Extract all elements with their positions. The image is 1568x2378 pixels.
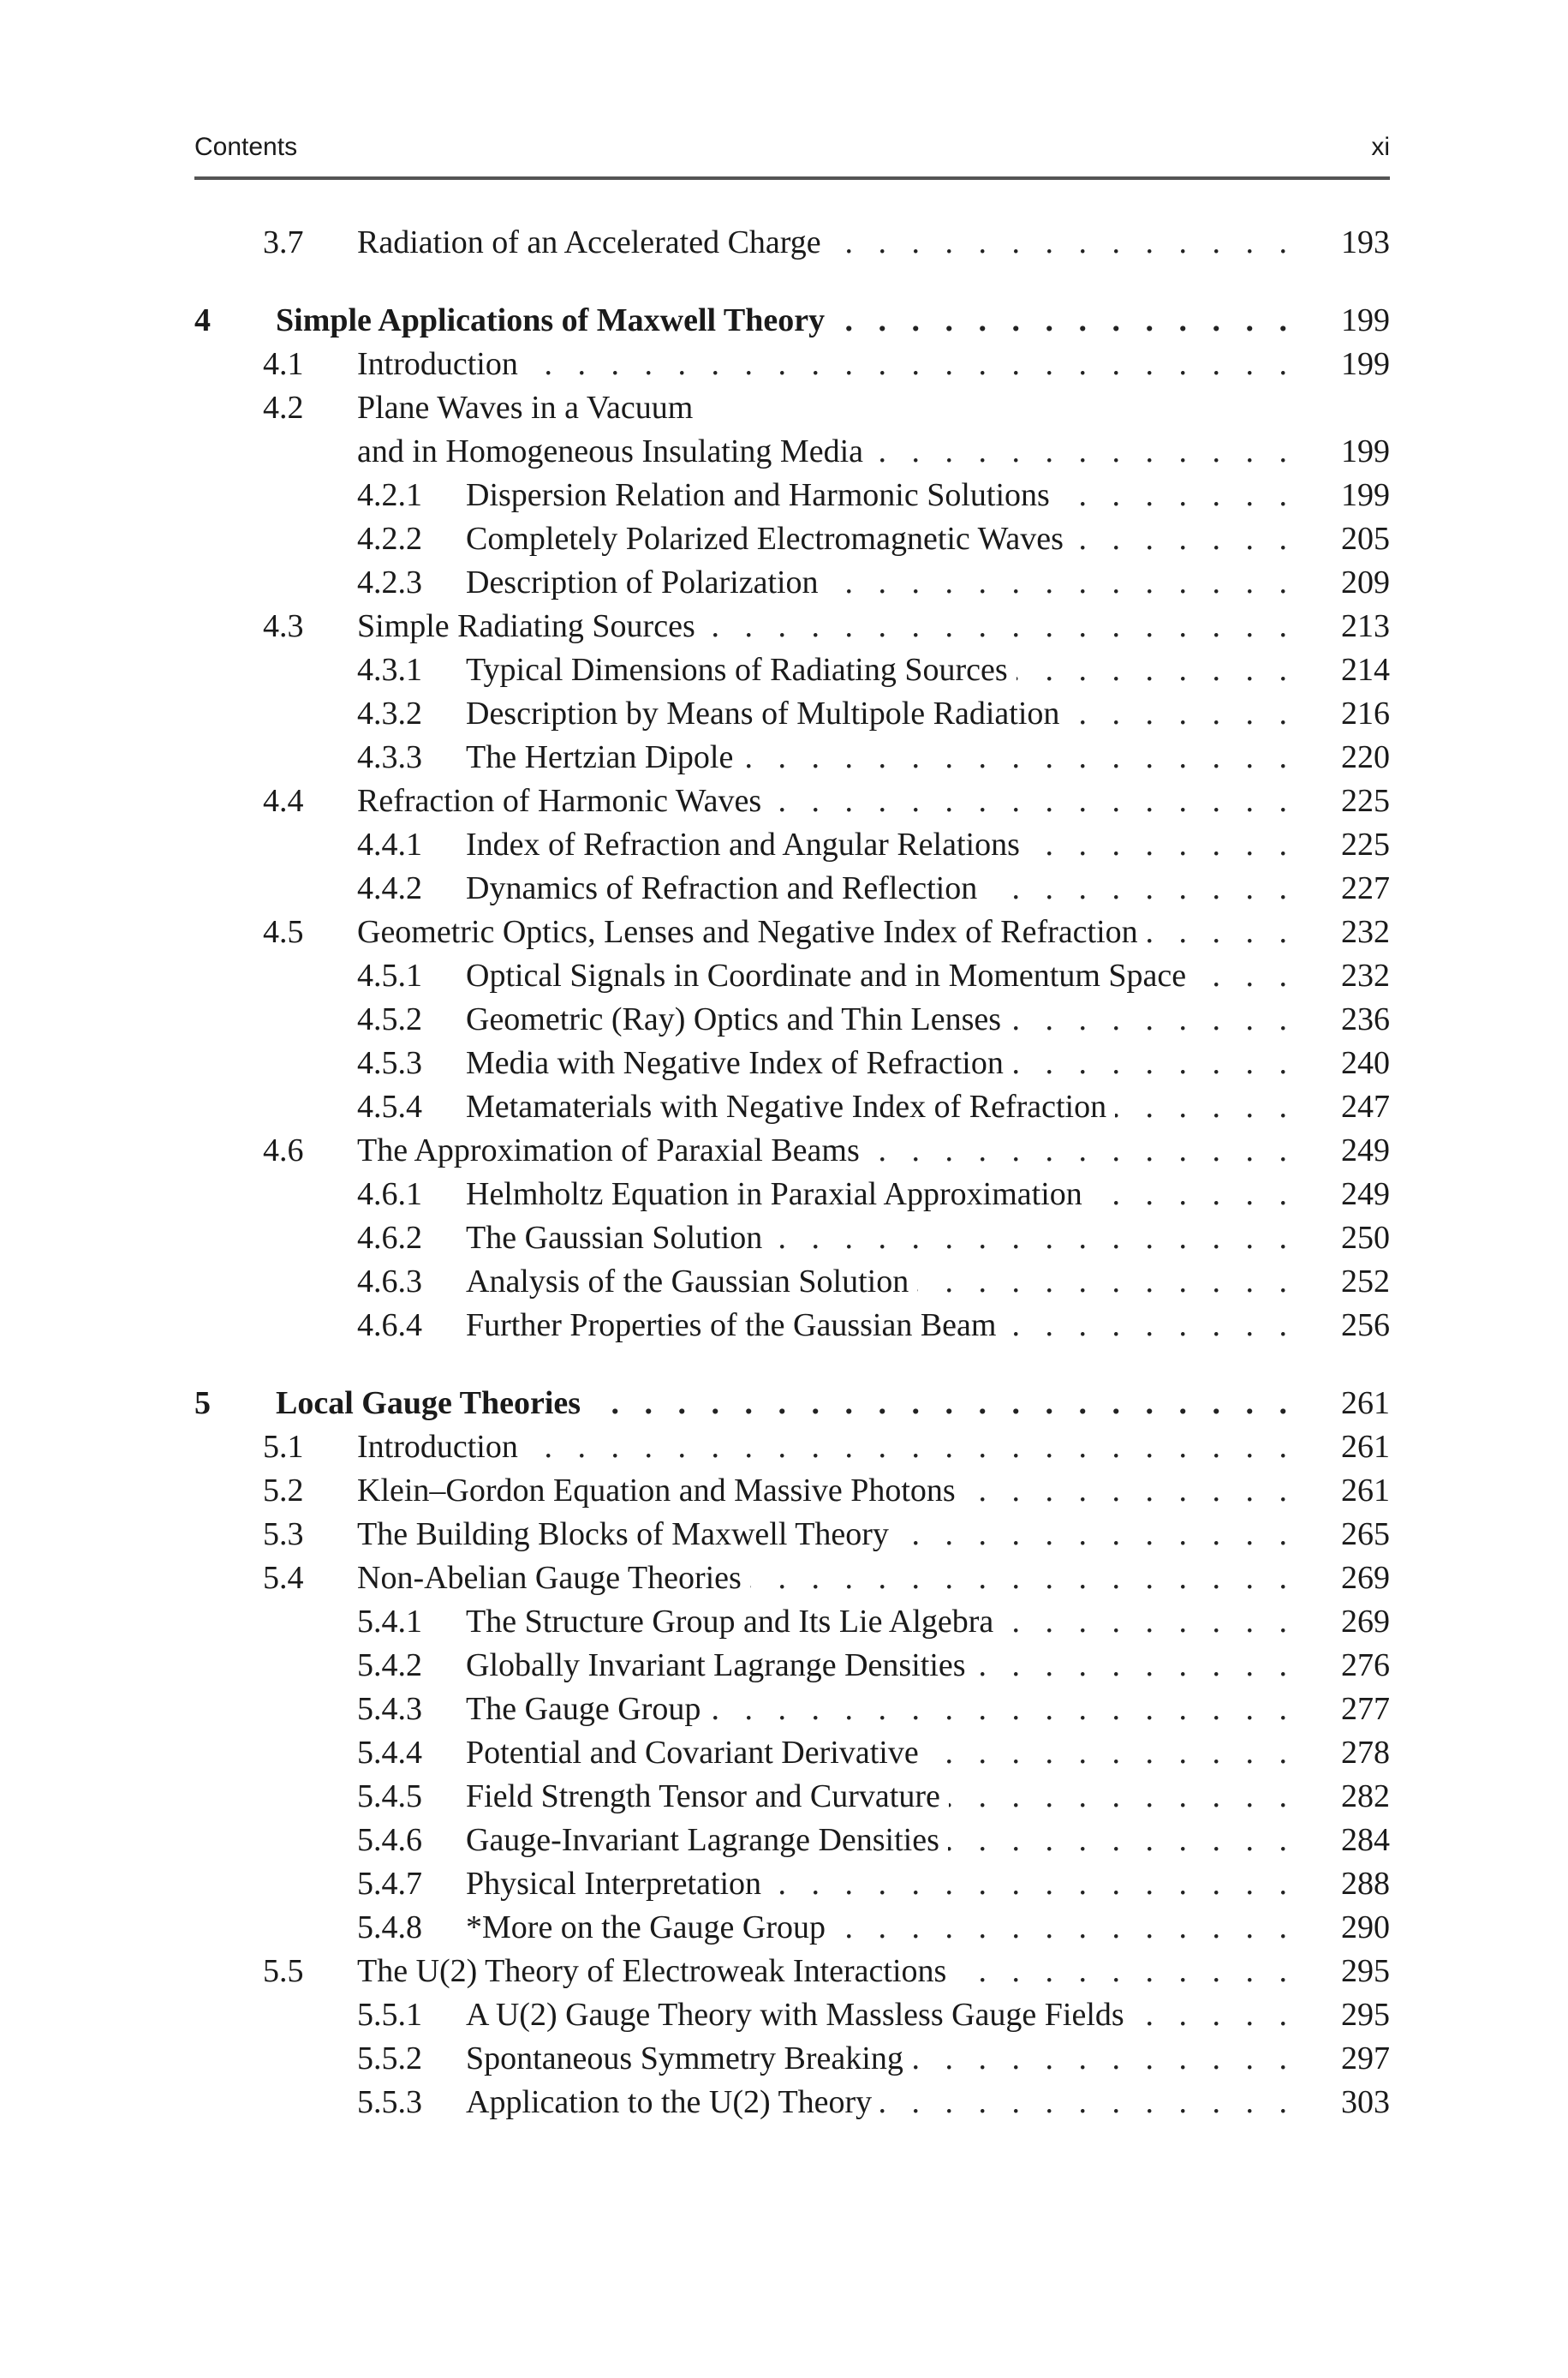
toc-entry-title: Physical Interpretation: [466, 1866, 770, 1902]
toc-section-entry[interactable]: [194, 780, 1390, 823]
toc-entry-title-line: [357, 386, 1390, 430]
toc-section-entry[interactable]: [194, 221, 1390, 265]
chapter-spacer: [194, 265, 1390, 299]
toc-entry-number: 4.2.2: [357, 521, 422, 557]
toc-entry-title-line: [466, 1688, 1390, 1731]
toc-subsection-entry[interactable]: [194, 1775, 1390, 1819]
toc-entry-number: 4.3.3: [357, 739, 422, 775]
toc-entry-page: 220: [1329, 736, 1390, 780]
toc-entry-number: 5.2: [263, 1473, 304, 1509]
chapter-spacer: [194, 1347, 1390, 1382]
toc-entry-title-line: [466, 1173, 1390, 1216]
toc-subsection-entry[interactable]: [194, 692, 1390, 736]
toc-entry-title-line: [466, 517, 1390, 561]
toc-entry-page: 295: [1329, 1950, 1390, 1993]
toc-entry-title-line: [276, 1382, 1390, 1425]
toc-entry-title-line: [357, 1950, 1390, 1993]
toc-entry-number: 5.4.7: [357, 1866, 422, 1902]
toc-entry-page: 265: [1329, 1513, 1390, 1556]
toc-entry-title: Non-Abelian Gauge Theories: [357, 1560, 750, 1596]
toc-entry-page: 240: [1329, 1042, 1390, 1085]
toc-entry-page: 213: [1329, 605, 1390, 648]
toc-entry-page: 250: [1329, 1216, 1390, 1260]
toc-subsection-entry[interactable]: [194, 1862, 1390, 1906]
toc-chapter-entry[interactable]: [194, 1382, 1390, 1425]
toc-entry-number: 5.4.3: [357, 1691, 422, 1727]
toc-entry-title-line: [466, 692, 1390, 736]
toc-entry-title-line: [357, 911, 1390, 954]
toc-entry-title: Globally Invariant Lagrange Densities: [466, 1647, 975, 1683]
toc-entry-title: Metamaterials with Negative Index of Refraction: [466, 1089, 1115, 1125]
toc-entry-title-line: [466, 954, 1390, 998]
toc-entry-title-line: [466, 1906, 1390, 1950]
toc-entry-title: Spontaneous Symmetry Breaking: [466, 2040, 912, 2076]
toc-entry-number: 4.1: [263, 346, 304, 382]
toc-section-entry[interactable]: [194, 605, 1390, 648]
toc-entry-title: Dispersion Relation and Harmonic Solutions: [466, 477, 1058, 513]
toc-entry-number: 4.4.1: [357, 827, 422, 863]
toc-entry-title: Media with Negative Index of Refraction: [466, 1045, 1012, 1081]
toc-entry-number: 5: [194, 1385, 211, 1421]
toc-entry-title: Refraction of Harmonic Waves: [357, 783, 770, 819]
toc-section-entry[interactable]: [194, 1556, 1390, 1600]
toc-entry-title-line: [466, 1260, 1390, 1304]
toc-subsection-entry[interactable]: [194, 1042, 1390, 1085]
toc-entry-title-line: [466, 2037, 1390, 2081]
toc-subsection-entry[interactable]: [194, 1304, 1390, 1347]
table-of-contents: [194, 221, 1390, 2124]
toc-entry-title: Simple Applications of Maxwell Theory: [276, 302, 833, 338]
toc-entry-number: 4.6.3: [357, 1264, 422, 1300]
toc-entry-title: Simple Radiating Sources: [357, 608, 704, 644]
toc-entry-page: 205: [1329, 517, 1390, 561]
toc-entry-number: 4.5.1: [357, 958, 422, 994]
toc-entry-number: 4.4: [263, 783, 304, 819]
toc-entry-page: 216: [1329, 692, 1390, 736]
toc-entry-title-line: [357, 430, 1390, 474]
toc-entry-title: Plane Waves in a Vacuum: [357, 390, 701, 426]
toc-section-entry[interactable]: [194, 911, 1390, 954]
toc-entry-title-line: [466, 1731, 1390, 1775]
toc-entry-title: Gauge-Invariant Lagrange Densities: [466, 1822, 948, 1858]
toc-subsection-entry[interactable]: [194, 1644, 1390, 1688]
toc-entry-title-line: [357, 1469, 1390, 1513]
toc-entry-title: Application to the U(2) Theory: [466, 2084, 880, 2120]
toc-subsection-entry[interactable]: [194, 998, 1390, 1042]
toc-entry-title: Radiation of an Accelerated Charge: [357, 224, 830, 260]
toc-entry-title: Description of Polarization: [466, 565, 827, 600]
toc-subsection-entry[interactable]: [194, 1600, 1390, 1644]
toc-entry-title: Klein–Gordon Equation and Massive Photons: [357, 1473, 964, 1509]
toc-subsection-entry[interactable]: [194, 2081, 1390, 2124]
toc-subsection-entry[interactable]: [194, 517, 1390, 561]
toc-entry-title-line: [466, 561, 1390, 605]
toc-entry-page: 236: [1329, 998, 1390, 1042]
toc-entry-number: 4.6.1: [357, 1176, 422, 1212]
toc-entry-page: 232: [1329, 911, 1390, 954]
toc-entry-number: 5.4.1: [357, 1604, 422, 1640]
toc-entry-page: 261: [1329, 1382, 1390, 1425]
toc-entry-title-line: [466, 648, 1390, 692]
toc-entry-page: 199: [1329, 343, 1390, 386]
toc-subsection-entry[interactable]: [194, 823, 1390, 867]
toc-section-entry[interactable]: [194, 386, 1390, 430]
toc-entry-number: 4.5.3: [357, 1045, 422, 1081]
toc-entry-number: 5.4: [263, 1560, 304, 1596]
toc-subsection-entry[interactable]: [194, 561, 1390, 605]
toc-entry-number: 5.4.8: [357, 1909, 422, 1945]
toc-entry-title-line: [357, 1513, 1390, 1556]
toc-entry-number: 5.4.4: [357, 1735, 422, 1771]
toc-entry-page: 261: [1329, 1469, 1390, 1513]
page-number-roman: xi: [1371, 133, 1390, 161]
toc-entry-page: 199: [1329, 474, 1390, 517]
toc-section-entry[interactable]: [194, 430, 1390, 474]
toc-entry-title: The Gauge Group: [466, 1691, 709, 1727]
toc-entry-page: 288: [1329, 1862, 1390, 1906]
toc-entry-number: 4.2: [263, 390, 304, 426]
toc-entry-title-line: [357, 343, 1390, 386]
toc-entry-title: Local Gauge Theories: [276, 1385, 589, 1421]
toc-entry-title-line: [466, 998, 1390, 1042]
toc-entry-title-line: [357, 780, 1390, 823]
toc-entry-title: and in Homogeneous Insulating Media: [357, 433, 872, 469]
toc-entry-title-line: [466, 1644, 1390, 1688]
toc-entry-number: 4.2.1: [357, 477, 422, 513]
toc-entry-title: Completely Polarized Electromagnetic Waves: [466, 521, 1072, 557]
toc-entry-title-line: [466, 2081, 1390, 2124]
toc-entry-page: 227: [1329, 867, 1390, 911]
running-head-title: Contents: [194, 133, 298, 161]
toc-entry-page: 232: [1329, 954, 1390, 998]
toc-entry-page: 261: [1329, 1425, 1390, 1469]
toc-entry-title: Potential and Covariant Derivative: [466, 1735, 927, 1771]
toc-entry-title: Dynamics of Refraction and Reflection: [466, 870, 986, 906]
toc-entry-title-line: [466, 823, 1390, 867]
toc-entry-page: 278: [1329, 1731, 1390, 1775]
toc-subsection-entry[interactable]: [194, 1085, 1390, 1129]
toc-entry-title-line: [276, 299, 1390, 343]
toc-entry-title: Analysis of the Gaussian Solution: [466, 1264, 917, 1300]
toc-entry-number: 4.6.4: [357, 1307, 422, 1343]
toc-entry-number: 4.5: [263, 914, 304, 950]
toc-section-entry[interactable]: [194, 1513, 1390, 1556]
toc-entry-number: 5.5.1: [357, 1997, 422, 2033]
toc-entry-title: The U(2) Theory of Electroweak Interactions: [357, 1953, 955, 1989]
toc-entry-page: 297: [1329, 2037, 1390, 2081]
toc-entry-page: 284: [1329, 1819, 1390, 1862]
toc-entry-page: 282: [1329, 1775, 1390, 1819]
toc-entry-page: 290: [1329, 1906, 1390, 1950]
toc-chapter-entry[interactable]: [194, 299, 1390, 343]
toc-entry-number: 5.5.2: [357, 2040, 422, 2076]
toc-entry-title-line: [466, 1304, 1390, 1347]
toc-entry-title-line: [357, 1556, 1390, 1600]
toc-entry-title-line: [466, 867, 1390, 911]
toc-entry-title-line: [357, 1425, 1390, 1469]
toc-entry-number: 4.2.3: [357, 565, 422, 600]
toc-entry-title: Further Properties of the Gaussian Beam: [466, 1307, 1005, 1343]
toc-subsection-entry[interactable]: [194, 1216, 1390, 1260]
toc-subsection-entry[interactable]: [194, 1260, 1390, 1304]
toc-entry-number: 4.6.2: [357, 1220, 422, 1256]
toc-entry-title: The Building Blocks of Maxwell Theory: [357, 1516, 897, 1552]
toc-entry-title: *More on the Gauge Group: [466, 1909, 834, 1945]
toc-entry-page: 225: [1329, 823, 1390, 867]
toc-entry-page: 249: [1329, 1173, 1390, 1216]
toc-entry-title-line: [357, 221, 1390, 265]
toc-entry-title-line: [466, 1862, 1390, 1906]
toc-entry-title-line: [466, 1775, 1390, 1819]
toc-subsection-entry[interactable]: [194, 1731, 1390, 1775]
toc-entry-title: Introduction: [357, 346, 527, 382]
toc-entry-title-line: [466, 1993, 1390, 2037]
toc-entry-title-line: [357, 1129, 1390, 1173]
toc-entry-title: The Approximation of Paraxial Beams: [357, 1132, 868, 1168]
running-head: [194, 128, 1390, 180]
toc-entry-number: 5.4.2: [357, 1647, 422, 1683]
toc-entry-title: The Structure Group and Its Lie Algebra: [466, 1604, 1002, 1640]
toc-entry-title-line: [466, 474, 1390, 517]
toc-entry-number: 5.4.5: [357, 1778, 422, 1814]
toc-entry-title-line: [466, 1042, 1390, 1085]
toc-entry-number: 4.3.1: [357, 652, 422, 688]
toc-entry-title: Typical Dimensions of Radiating Sources: [466, 652, 1017, 688]
toc-subsection-entry[interactable]: [194, 1906, 1390, 1950]
toc-entry-title: Geometric Optics, Lenses and Negative Index of Refraction: [357, 914, 1147, 950]
toc-subsection-entry[interactable]: [194, 2037, 1390, 2081]
toc-entry-number: 5.3: [263, 1516, 304, 1552]
toc-entry-number: 3.7: [263, 224, 304, 260]
toc-entry-number: 4.5.2: [357, 1001, 422, 1037]
toc-entry-page: 214: [1329, 648, 1390, 692]
toc-entry-page: 225: [1329, 780, 1390, 823]
toc-entry-title: Optical Signals in Coordinate and in Momentum Space: [466, 958, 1195, 994]
toc-subsection-entry[interactable]: [194, 1993, 1390, 2037]
toc-entry-page: 276: [1329, 1644, 1390, 1688]
toc-entry-title: A U(2) Gauge Theory with Massless Gauge Fields: [466, 1997, 1133, 2033]
toc-entry-title-line: [466, 1600, 1390, 1644]
toc-entry-number: 5.5.3: [357, 2084, 422, 2120]
toc-entry-page: 277: [1329, 1688, 1390, 1731]
toc-entry-number: 4.3: [263, 608, 304, 644]
toc-entry-page: 303: [1329, 2081, 1390, 2124]
toc-entry-page: 295: [1329, 1993, 1390, 2037]
toc-entry-page: 199: [1329, 430, 1390, 474]
toc-entry-page: 199: [1329, 299, 1390, 343]
toc-entry-title: Index of Refraction and Angular Relations: [466, 827, 1028, 863]
toc-entry-title-line: [466, 1216, 1390, 1260]
toc-entry-number: 5.4.6: [357, 1822, 422, 1858]
toc-subsection-entry[interactable]: [194, 736, 1390, 780]
toc-entry-page: 193: [1329, 221, 1390, 265]
toc-entry-number: 4.3.2: [357, 696, 422, 732]
toc-entry-title: The Gaussian Solution: [466, 1220, 771, 1256]
toc-entry-page: 249: [1329, 1129, 1390, 1173]
toc-entry-number: 5.1: [263, 1429, 304, 1465]
toc-entry-title: Field Strength Tensor and Curvature: [466, 1778, 949, 1814]
toc-section-entry[interactable]: [194, 1425, 1390, 1469]
toc-entry-number: 5.5: [263, 1953, 304, 1989]
toc-subsection-entry[interactable]: [194, 474, 1390, 517]
toc-subsection-entry[interactable]: [194, 1688, 1390, 1731]
toc-entry-number: 4: [194, 302, 211, 338]
toc-entry-title: Introduction: [357, 1429, 527, 1465]
toc-entry-title-line: [357, 605, 1390, 648]
toc-entry-title-line: [466, 1819, 1390, 1862]
toc-entry-title: The Hertzian Dipole: [466, 739, 742, 775]
toc-entry-number: 4.4.2: [357, 870, 422, 906]
toc-entry-page: 247: [1329, 1085, 1390, 1129]
toc-subsection-entry[interactable]: [194, 954, 1390, 998]
toc-entry-page: 269: [1329, 1600, 1390, 1644]
toc-entry-title-line: [466, 736, 1390, 780]
toc-section-entry[interactable]: [194, 343, 1390, 386]
toc-entry-page: 269: [1329, 1556, 1390, 1600]
toc-subsection-entry[interactable]: [194, 1819, 1390, 1862]
toc-entry-number: 4.5.4: [357, 1089, 422, 1125]
toc-section-entry[interactable]: [194, 1129, 1390, 1173]
toc-entry-page: 252: [1329, 1260, 1390, 1304]
toc-entry-title: Helmholtz Equation in Paraxial Approximation: [466, 1176, 1091, 1212]
toc-section-entry[interactable]: [194, 1950, 1390, 1993]
toc-entry-title-line: [466, 1085, 1390, 1129]
toc-section-entry[interactable]: [194, 1469, 1390, 1513]
toc-entry-page: 209: [1329, 561, 1390, 605]
toc-entry-title: Description by Means of Multipole Radiation: [466, 696, 1068, 732]
toc-subsection-entry[interactable]: [194, 1173, 1390, 1216]
toc-entry-title: Geometric (Ray) Optics and Thin Lenses: [466, 1001, 1010, 1037]
toc-entry-number: 4.6: [263, 1132, 304, 1168]
toc-entry-page: 256: [1329, 1304, 1390, 1347]
toc-subsection-entry[interactable]: [194, 648, 1390, 692]
toc-subsection-entry[interactable]: [194, 867, 1390, 911]
